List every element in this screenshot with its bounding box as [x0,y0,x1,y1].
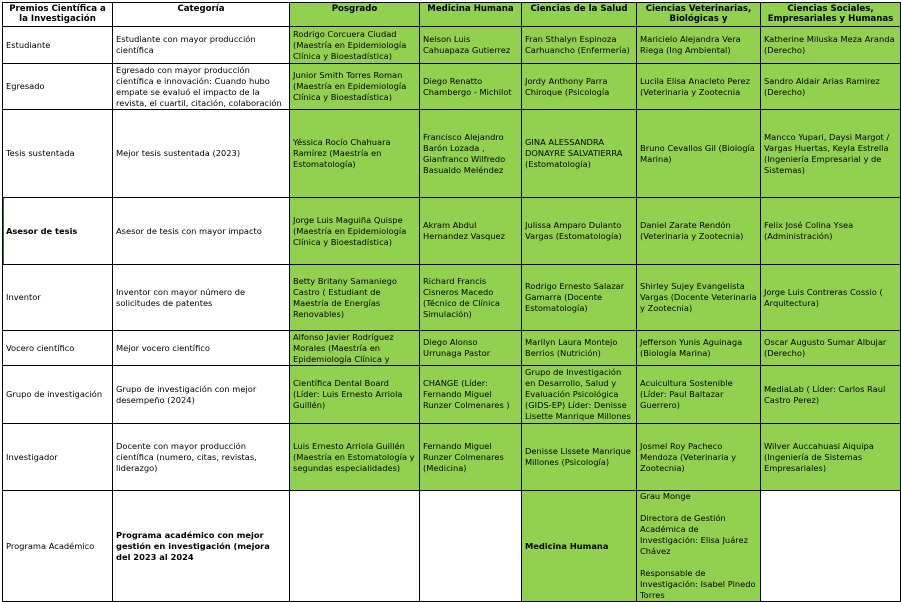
winner-cell: Jefferson Yunis Aguinaga (Biología Marina) [637,331,761,366]
winner-cell: Francisco Alejandro Barón Lozada , Gianfranco Wilfredo Basualdo Meléndez [420,110,522,198]
premio-cell: Investigador [3,424,113,491]
winner-cell: Luis Ernesto Arriola Guillén (Maestría en Estomatología y segundas especialidades) [290,424,420,491]
winner-cell: Mancco Yupari, Daysi Margot / Vargas Huertas, Keyla Estrella (Ingeniería Empresarial y de Sistemas) [761,110,901,198]
winner-cell: Alfonso Javier Rodríguez Morales (Maestría en Epidemiología Clínica y [290,331,420,366]
premio-cell: Grupo de investigación [3,366,113,424]
premio-cell: Egresado [3,64,113,110]
empty-cell [290,491,420,602]
winner-cell: Sandro Aldair Arias Ramirez (Derecho) [761,64,901,110]
awards-table [2,2,901,602]
winner-cell: Diego Renatto Chambergo - Michilot [420,64,522,110]
winner-cell: Marilyn Laura Montejo Berrios (Nutrición) [522,331,637,366]
empty-cell [761,491,901,602]
table-row [3,366,901,424]
header-row [3,3,901,27]
table-row [3,331,901,366]
winner-cell: Lucila Elisa Anacleto Perez (Veterinaria y Zootecnia [637,64,761,110]
table-row [3,110,901,198]
table-row [3,27,901,64]
winner-cell: Grau Monge Directora de Gestión Académica de Investigación: Elisa Juárez Chávez Responsable de Investigación: Isabel Pinedo Torres [637,491,761,602]
winner-cell: Josmel Roy Pacheco Mendoza (Veterinaria y Zootecnia) [637,424,761,491]
winner-cell: CHANGE (Líder: Fernando Miguel Runzer Colmenares ) [420,366,522,424]
winner-cell: Bruno Cevallos Gil (Biología Marina) [637,110,761,198]
premio-cell: Estudiante [3,27,113,64]
winner-cell: Denisse Lissete Manrique Millones (Psicología) [522,424,637,491]
table-row [3,198,901,265]
header-posgrado: Posgrado [290,3,420,27]
empty-cell [420,491,522,602]
header-categoria: Categoría [113,3,290,27]
winner-cell: Rodrigo Ernesto Salazar Gamarra (Docente Estomatología) [522,265,637,331]
winner-cell: Nelson Luis Cahuapaza Gutierrez [420,27,522,64]
premio-cell: Asesor de tesis [3,198,113,265]
winner-cell: Científica Dental Board (Líder: Luis Ernesto Arriola Guillén) [290,366,420,424]
winner-cell: Junior Smith Torres Roman (Maestría en Epidemiología Clínica y Bioestadística) [290,64,420,110]
premio-cell: Tesis sustentada [3,110,113,198]
winner-cell: MediaLab ( Líder: Carlos Raul Castro Perez) [761,366,901,424]
categoria-cell: Estudiante con mayor producción científica [113,27,290,64]
table-row [3,491,901,602]
table-row [3,64,901,110]
header-medicina-humana: Medicina Humana [420,3,522,27]
winner-cell: Fernando Miguel Runzer Colmenares (Medicina) [420,424,522,491]
winner-cell: Akram Abdul Hernandez Vasquez [420,198,522,265]
winner-cell: Katherine Miluska Meza Aranda (Derecho) [761,27,901,64]
categoria-cell: Grupo de investigación con mejor desempeño (2024) [113,366,290,424]
winner-cell: Maricielo Alejandra Vera Riega (Ing Ambiental) [637,27,761,64]
winner-cell: Jordy Anthony Parra Chiroque (Psicología [522,64,637,110]
table-row [3,265,901,331]
header-ciencias-veterinarias: Ciencias Veterinarias, Biológicas y [637,3,761,27]
categoria-cell: Egresado con mayor producción científica e innovación: Cuando hubo empate se evaluó el impacto de la revista, el cuartil, citación, colaboración [113,64,290,110]
winner-cell: Wilver Auccahuasi Aiquipa (Ingeniería de Sistemas Empresariales) [761,424,901,491]
winner-cell: Richard Francis Cisneros Macedo (Técnico de Clínica Simulación) [420,265,522,331]
winner-cell: Rodrigo Corcuera Ciudad (Maestría en Epidemiología Clínica y Bioestadística) [290,27,420,64]
winner-cell: Betty Britany Samaniego Castro ( Estudiant de Maestría de Energías Renovables) [290,265,420,331]
winner-cell: Jorge Luis Contreras Cossio ( Arquitectura) [761,265,901,331]
winner-cell: Julissa Amparo Dulanto Vargas (Estomatología) [522,198,637,265]
winner-cell: Diego Alonso Urrunaga Pastor [420,331,522,366]
categoria-cell: Programa académico con mejor gestión en investigación (mejora del 2023 al 2024 [113,491,290,602]
categoria-cell: Mejor vocero científico [113,331,290,366]
categoria-cell: Asesor de tesis con mayor impacto [113,198,290,265]
winner-cell: Jorge Luis Maguiña Quispe (Maestría en Epidemiología Clínica y Bioestadística) [290,198,420,265]
premio-cell: Inventor [3,265,113,331]
header-ciencias-sociales: Ciencias Sociales, Empresariales y Humanas [761,3,901,27]
header-ciencias-salud: Ciencias de la Salud [522,3,637,27]
winner-cell: Fran Sthalyn Espinoza Carhuancho (Enfermería) [522,27,637,64]
winner-cell: GINA ALESSANDRA DONAYRE SALVATIERRA (Estomatología) [522,110,637,198]
winner-cell: Yéssica Rocío Chahuara Ramírez (Maestría en Estomatología) [290,110,420,198]
winner-cell: Daniel Zarate Rendón (Veterinaria y Zootecnia) [637,198,761,265]
categoria-cell: Docente con mayor producción científica (numero, citas, revistas, liderazgo) [113,424,290,491]
winner-program-cell: Medicina Humana [522,491,637,602]
premio-cell: Vocero científico [3,331,113,366]
header-premios: Premios Científica a la Investigación [3,3,113,27]
categoria-cell: Inventor con mayor número de solicitudes de patentes [113,265,290,331]
table-row [3,424,901,491]
winner-cell: Shirley Sujey Evangelista Vargas (Docente Veterinaria y Zootecnia) [637,265,761,331]
winner-cell: Grupo de Investigación en Desarrollo, Salud y Evaluación Psicológica (GIDS-EP) Líder: Denisse Lisette Manrique Millones [522,366,637,424]
winner-cell: Oscar Augusto Sumar Albujar (Derecho) [761,331,901,366]
winner-cell: Acuicultura Sostenible (Líder: Paul Baltazar Guerrero) [637,366,761,424]
premio-cell: Programa Académico [3,491,113,602]
categoria-cell: Mejor tesis sustentada (2023) [113,110,290,198]
winner-cell: Felix José Colina Ysea (Administración) [761,198,901,265]
